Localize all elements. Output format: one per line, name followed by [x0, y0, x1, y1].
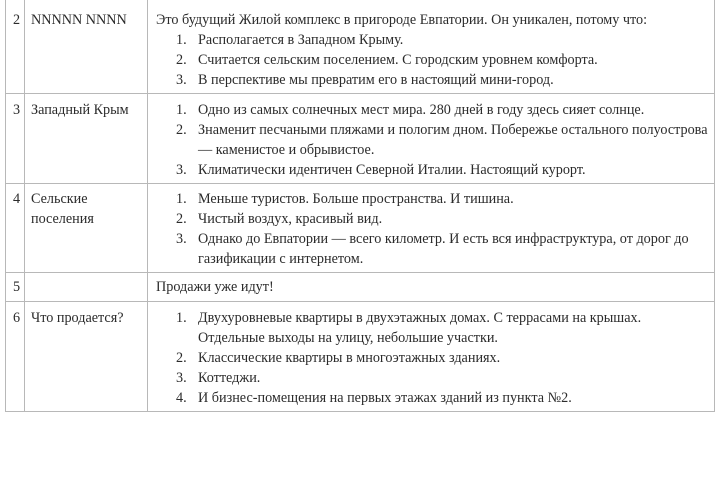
list-item: 3. Климатически идентичен Северной Италии. Настоящий курорт.: [176, 162, 586, 178]
list-item: 2. Классические квартиры в многоэтажных зданиях.: [176, 350, 501, 366]
numbered-list: [156, 100, 708, 180]
list-item: 2. Считается сельским поселением. С городским уровнем комфорта.: [176, 52, 598, 68]
list-item: 2. Чистый воздух, красивый вид.: [176, 211, 383, 227]
list-item: 3. Однако до Евпатории — всего километр. И есть вся инфраструктура, от дорог до газификации с интернетом.: [176, 231, 689, 267]
row-description: [148, 273, 715, 302]
row-description: [148, 0, 715, 94]
row-number: 6: [6, 302, 25, 412]
list-item: 2. Знаменит песчаными пляжами и пологим дном. Побережье остального полуострова — каменистое и обрывистое.: [176, 122, 708, 158]
table-row: [6, 184, 715, 273]
row-description: [148, 184, 715, 273]
list-item: 1. Одно из самых солнечных мест мира. 280 дней в году здесь сияет солнце.: [176, 102, 645, 118]
list-item: 3. Коттеджи.: [176, 370, 261, 386]
numbered-list: [156, 308, 708, 408]
row-description: [148, 302, 715, 412]
row-description: [148, 94, 715, 184]
table-row: [6, 0, 715, 94]
table-row: [6, 302, 715, 412]
row-number: 2: [6, 0, 25, 94]
row-topic: Что продается?: [25, 302, 148, 412]
table-row: [6, 94, 715, 184]
list-item: 1. Двухуровневые квартиры в двухэтажных домах. С террасами на крышах. Отдельные выходы на улицу, небольшие участки.: [176, 310, 642, 346]
list-item: 4. И бизнес-помещения на первых этажах зданий из пункта №2.: [176, 390, 572, 406]
numbered-list: [156, 189, 708, 269]
list-item: 1. Располагается в Западном Крыму.: [176, 32, 404, 48]
content-table: [5, 0, 715, 412]
row-number: 5: [6, 273, 25, 302]
row-topic: NNNNN NNNN: [25, 0, 148, 94]
row-number: 3: [6, 94, 25, 184]
row-intro: Это будущий Жилой комплекс в пригороде Евпатории. Он уникален, потому что:: [156, 12, 648, 28]
row-topic: [25, 273, 148, 302]
list-item: 1. Меньше туристов. Больше пространства. И тишина.: [176, 191, 514, 207]
row-number: 4: [6, 184, 25, 273]
table-row: [6, 273, 715, 302]
row-topic: Сельские поселения: [25, 184, 148, 273]
row-text: Продажи уже идут!: [156, 279, 274, 295]
list-item: 3. В перспективе мы превратим его в настоящий мини-город.: [176, 72, 554, 88]
numbered-list: [156, 30, 708, 90]
row-topic: Западный Крым: [25, 94, 148, 184]
